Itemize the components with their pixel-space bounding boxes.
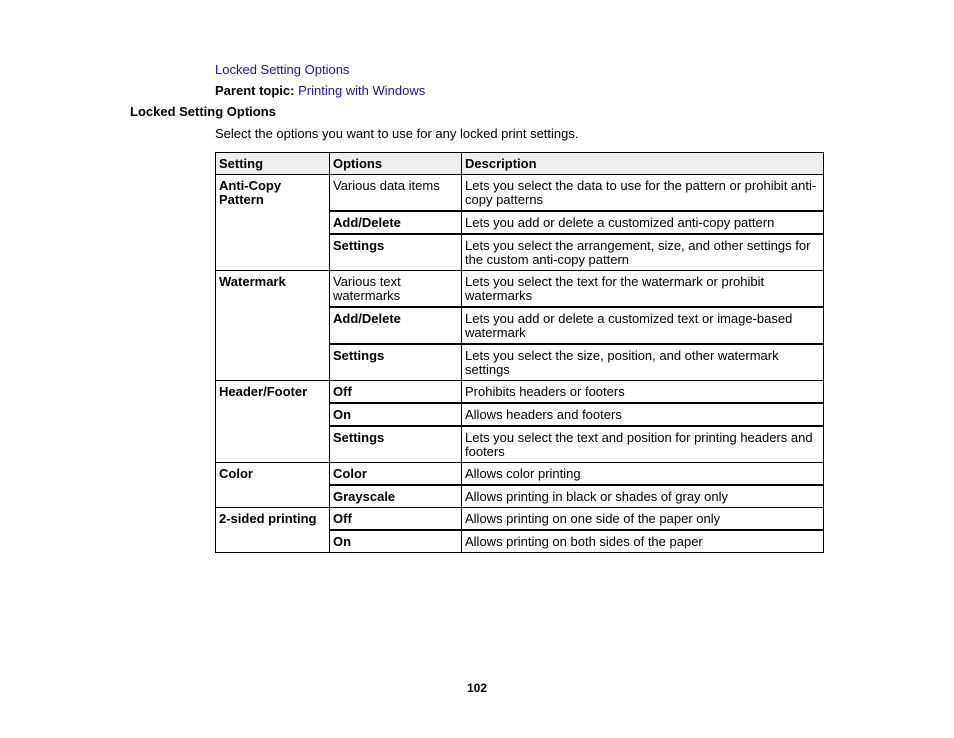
description-cell: Lets you select the text for the watermark or prohibit watermarks: [462, 271, 824, 308]
option-cell: Add/Delete: [330, 211, 462, 234]
parent-topic-link[interactable]: Printing with Windows: [298, 83, 426, 98]
description-cell: Lets you select the arrangement, size, and other settings for the custom anti-copy pattern: [462, 234, 824, 271]
header-description: Description: [462, 153, 824, 175]
option-cell: Settings: [330, 234, 462, 271]
option-cell: Settings: [330, 344, 462, 381]
setting-cell: Anti-Copy Pattern: [216, 175, 330, 271]
option-cell: Off: [330, 381, 462, 404]
option-cell: Add/Delete: [330, 307, 462, 344]
description-cell: Lets you select the text and position for printing headers and footers: [462, 426, 824, 463]
option-cell: Color: [330, 463, 462, 486]
setting-cell: Header/Footer: [216, 381, 330, 463]
table-row: [216, 463, 824, 486]
intro-text: Select the options you want to use for any locked print settings.: [215, 126, 579, 141]
description-cell: Lets you add or delete a customized text or image-based watermark: [462, 307, 824, 344]
option-cell: Various data items: [330, 175, 462, 212]
option-cell: Settings: [330, 426, 462, 463]
description-cell: Lets you add or delete a customized anti-copy pattern: [462, 211, 824, 234]
option-cell: On: [330, 530, 462, 553]
table-row: [216, 175, 824, 212]
description-cell: Lets you select the size, position, and other watermark settings: [462, 344, 824, 381]
page-number: 102: [466, 681, 488, 695]
option-cell: Grayscale: [330, 485, 462, 508]
setting-cell: Color: [216, 463, 330, 508]
table-header-row: [216, 153, 824, 175]
option-cell: On: [330, 403, 462, 426]
table-row: [216, 381, 824, 404]
header-setting: Setting: [216, 153, 330, 175]
section-title: Locked Setting Options: [130, 104, 276, 119]
description-cell: Lets you select the data to use for the pattern or prohibit anti-copy patterns: [462, 175, 824, 212]
locked-settings-table: [215, 152, 824, 553]
option-cell: Various text watermarks: [330, 271, 462, 308]
option-cell: Off: [330, 508, 462, 531]
description-cell: Allows printing in black or shades of gray only: [462, 485, 824, 508]
header-options: Options: [330, 153, 462, 175]
description-cell: Prohibits headers or footers: [462, 381, 824, 404]
parent-topic-label: Parent topic:: [215, 83, 295, 98]
parent-topic-line: [215, 83, 425, 98]
table-row: [216, 271, 824, 308]
description-cell: Allows printing on one side of the paper only: [462, 508, 824, 531]
table-row: [216, 508, 824, 531]
description-cell: Allows headers and footers: [462, 403, 824, 426]
setting-cell: Watermark: [216, 271, 330, 381]
table-body: [216, 175, 824, 553]
setting-cell: 2-sided printing: [216, 508, 330, 553]
locked-setting-options-link[interactable]: Locked Setting Options: [215, 62, 350, 77]
description-cell: Allows printing on both sides of the paper: [462, 530, 824, 553]
description-cell: Allows color printing: [462, 463, 824, 486]
